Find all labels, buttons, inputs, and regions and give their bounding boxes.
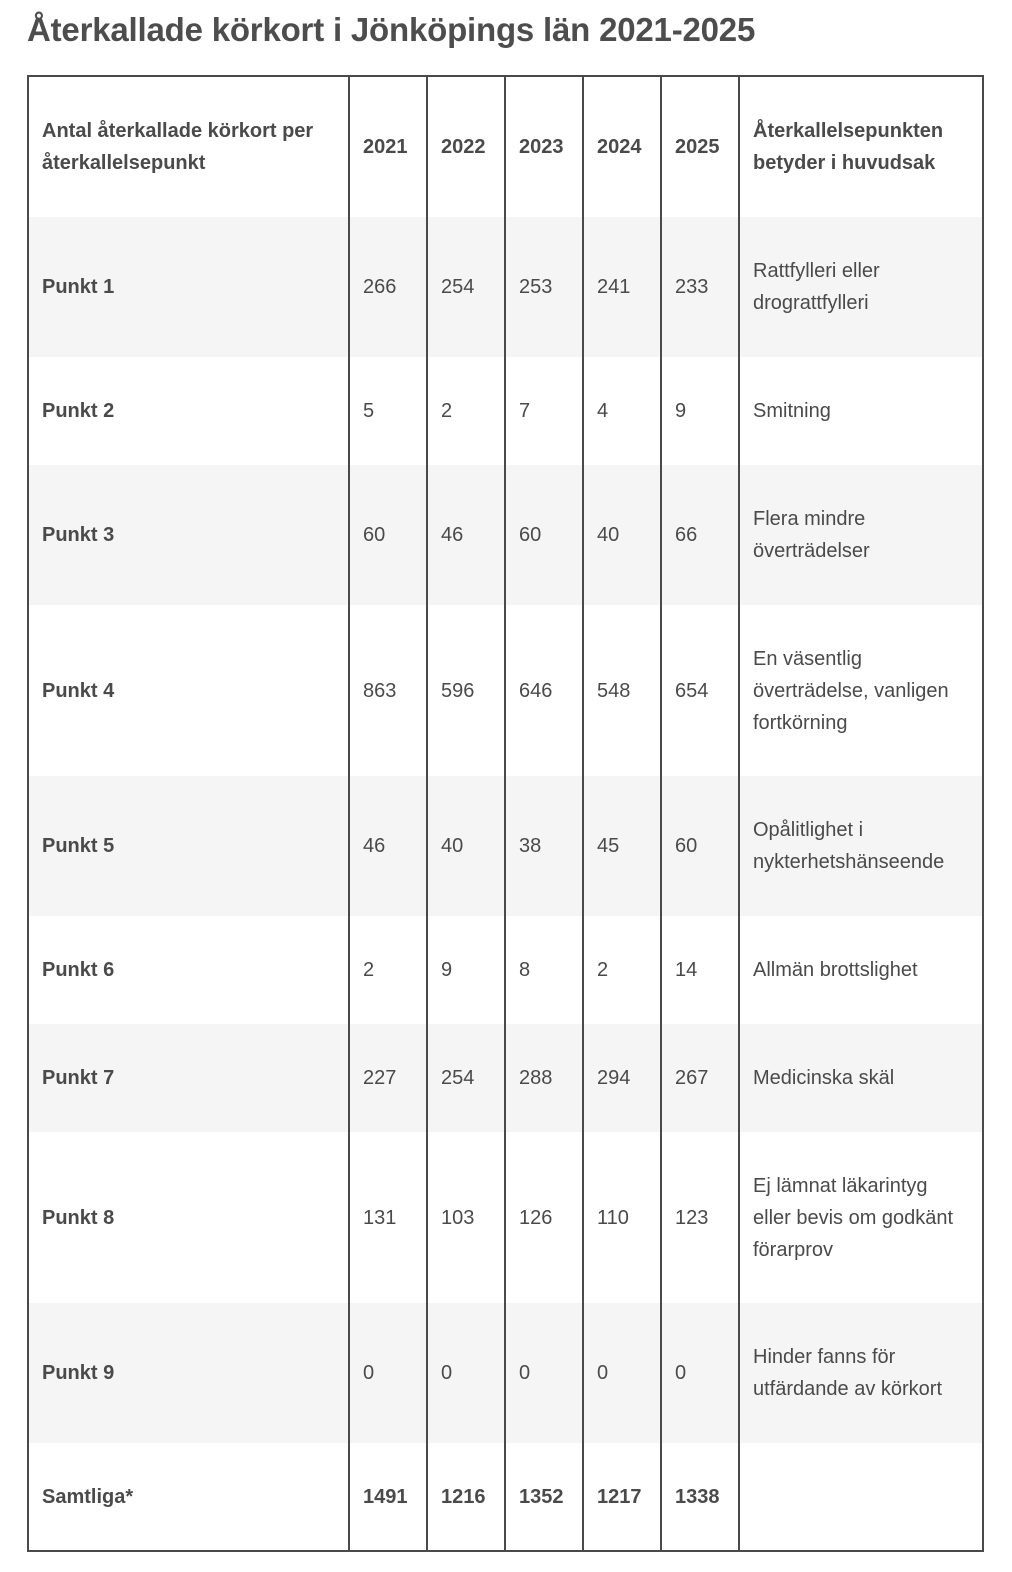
cell-2021: 60	[349, 465, 427, 605]
total-2024: 1217	[583, 1443, 661, 1551]
cell-meaning: En väsentlig överträdelse, vanligen fortkörning	[739, 605, 983, 776]
row-label: Punkt 6	[28, 916, 349, 1024]
header-year-2024: 2024	[583, 76, 661, 217]
cell-meaning: Rattfylleri eller drograttfylleri	[739, 217, 983, 357]
cell-2022: 40	[427, 776, 505, 916]
table-total-row	[28, 1443, 983, 1551]
table-row	[28, 465, 983, 605]
total-meaning	[739, 1443, 983, 1551]
header-year-2022: 2022	[427, 76, 505, 217]
cell-meaning: Allmän brottslighet	[739, 916, 983, 1024]
table-row	[28, 217, 983, 357]
cell-meaning: Hinder fanns för utfärdande av körkort	[739, 1303, 983, 1443]
cell-meaning: Ej lämnat läkarintyg eller bevis om godkänt förarprov	[739, 1132, 983, 1303]
cell-meaning: Flera mindre överträdelser	[739, 465, 983, 605]
cell-2025: 267	[661, 1024, 739, 1132]
cell-2024: 548	[583, 605, 661, 776]
row-label: Punkt 8	[28, 1132, 349, 1303]
cell-2025: 233	[661, 217, 739, 357]
cell-2023: 126	[505, 1132, 583, 1303]
cell-2022: 46	[427, 465, 505, 605]
cell-2025: 123	[661, 1132, 739, 1303]
cell-2022: 596	[427, 605, 505, 776]
cell-2023: 646	[505, 605, 583, 776]
cell-2024: 241	[583, 217, 661, 357]
header-year-2025: 2025	[661, 76, 739, 217]
cell-2024: 40	[583, 465, 661, 605]
row-label: Punkt 3	[28, 465, 349, 605]
cell-2024: 45	[583, 776, 661, 916]
header-year-2021: 2021	[349, 76, 427, 217]
cell-2022: 9	[427, 916, 505, 1024]
cell-2025: 14	[661, 916, 739, 1024]
total-2021: 1491	[349, 1443, 427, 1551]
revoked-licenses-table	[27, 75, 984, 1552]
cell-2023: 7	[505, 357, 583, 465]
header-year-2023: 2023	[505, 76, 583, 217]
total-2025: 1338	[661, 1443, 739, 1551]
row-label: Punkt 1	[28, 217, 349, 357]
table-header-row	[28, 76, 983, 217]
row-label: Punkt 4	[28, 605, 349, 776]
table-row	[28, 605, 983, 776]
table-row	[28, 916, 983, 1024]
total-2022: 1216	[427, 1443, 505, 1551]
table-row	[28, 1303, 983, 1443]
header-category: Antal återkallade körkort per återkallelsepunkt	[28, 76, 349, 217]
cell-2021: 266	[349, 217, 427, 357]
row-label: Punkt 7	[28, 1024, 349, 1132]
row-label: Punkt 9	[28, 1303, 349, 1443]
cell-2024: 4	[583, 357, 661, 465]
cell-meaning: Medicinska skäl	[739, 1024, 983, 1132]
cell-meaning: Opålitlighet i nykterhetshänseende	[739, 776, 983, 916]
table-row	[28, 776, 983, 916]
cell-2023: 8	[505, 916, 583, 1024]
cell-2022: 254	[427, 217, 505, 357]
cell-2023: 38	[505, 776, 583, 916]
cell-2022: 254	[427, 1024, 505, 1132]
page-title: Återkallade körkort i Jönköpings län 2021-2025	[27, 11, 756, 48]
cell-2025: 60	[661, 776, 739, 916]
cell-2025: 9	[661, 357, 739, 465]
cell-2022: 103	[427, 1132, 505, 1303]
table-row	[28, 357, 983, 465]
cell-2024: 2	[583, 916, 661, 1024]
cell-2021: 0	[349, 1303, 427, 1443]
cell-2023: 288	[505, 1024, 583, 1132]
total-2023: 1352	[505, 1443, 583, 1551]
row-label: Punkt 5	[28, 776, 349, 916]
cell-2024: 294	[583, 1024, 661, 1132]
cell-2021: 5	[349, 357, 427, 465]
cell-2021: 227	[349, 1024, 427, 1132]
cell-2023: 60	[505, 465, 583, 605]
cell-2023: 253	[505, 217, 583, 357]
cell-2021: 863	[349, 605, 427, 776]
cell-2025: 654	[661, 605, 739, 776]
table-row	[28, 1024, 983, 1132]
cell-2023: 0	[505, 1303, 583, 1443]
cell-2025: 66	[661, 465, 739, 605]
cell-2021: 2	[349, 916, 427, 1024]
cell-2025: 0	[661, 1303, 739, 1443]
row-label: Punkt 2	[28, 357, 349, 465]
cell-2024: 110	[583, 1132, 661, 1303]
cell-2021: 131	[349, 1132, 427, 1303]
cell-2024: 0	[583, 1303, 661, 1443]
table-row	[28, 1132, 983, 1303]
cell-2021: 46	[349, 776, 427, 916]
total-label: Samtliga*	[28, 1443, 349, 1551]
header-meaning: Återkallelsepunkten betyder i huvudsak	[739, 76, 983, 217]
cell-2022: 0	[427, 1303, 505, 1443]
cell-2022: 2	[427, 357, 505, 465]
cell-meaning: Smitning	[739, 357, 983, 465]
